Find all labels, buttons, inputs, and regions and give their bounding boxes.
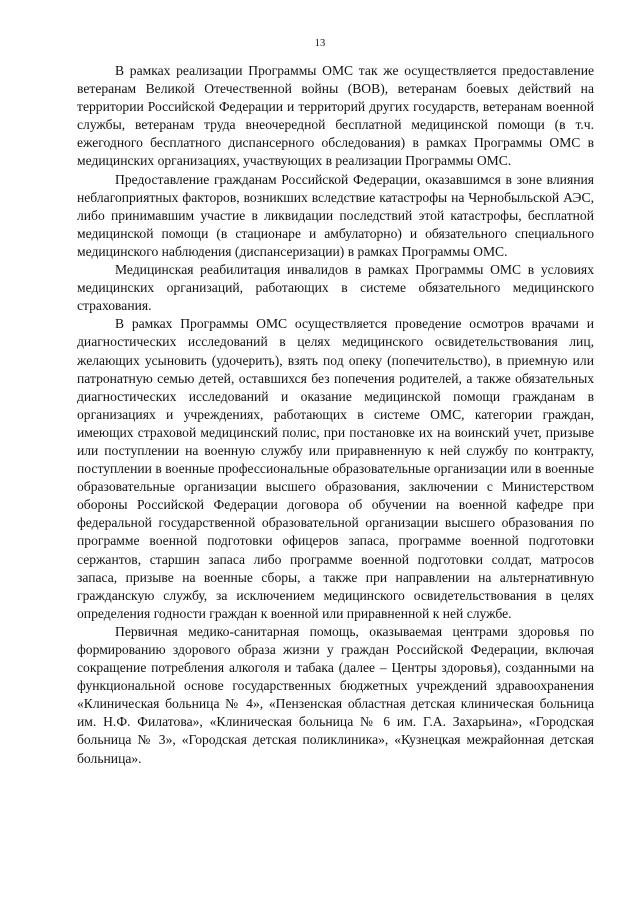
- document-body: [77, 62, 594, 768]
- paragraph-medical-examinations: В рамках Программы ОМС осуществляется проведение осмотров врачами и диагностических исследований в целях медицинского освидетельствования лиц, желающих усыновить (удочерить), взять под опеку (попечительство), в приемную или патронатную семью детей, оставшихся без попечения родителей, а также обязательных диагностических исследований и оказание медицинской помощи гражданам в организациях и учреждениях, работающих в системе ОМС, категории граждан, имеющих страховой медицинский полис, при постановке их на воинский учет, призыве или поступлении на военную службу или приравненную к ней службу по контракту, поступлении в военные профессиональные образовательные организации или в военные образовательные организации высшего образования, заключении с Министерством обороны Российской Федерации договора об обучении на военной кафедре при федеральной государственной образовательной организации высшего образования по программе военной подготовки офицеров запаса, программе военной подготовки сержантов, старшин запаса либо программе военной подготовки солдат, матросов запаса, призыве на военные сборы, а также при направлении на альтернативную гражданскую службу, за исключением медицинского освидетельствования в целях определения годности граждан к военной или приравненной к ней службе.: [77, 316, 594, 621]
- page-number: 13: [314, 38, 326, 49]
- paragraph-health-centers: Первичная медико-санитарная помощь, оказываемая центрами здоровья по формированию здорового образа жизни у граждан Российской Федерации, включая сокращение потребления алкоголя и табака (далее – Центры здоровья), созданными на функциональной основе государственных бюджетных учреждений здравоохранения «Клиническая больница № 4», «Пензенская областная детская клиническая больница им. Н.Ф. Филатова», «Клиническая больница № 6 им. Г.А. Захарьина», «Городская больница № 3», «Городская детская поликлиника», «Кузнецкая межрайонная детская больница».: [77, 623, 594, 766]
- paragraph-chernobyl-care: Предоставление гражданам Российской Федерации, оказавшимся в зоне влияния неблагоприятных факторов, возникших вследствие катастрофы на Чернобыльской АЭС, либо принимавшим участие в ликвидации последствий этой катастрофы, бесплатной медицинской помощи (в стационаре и амбулаторно) и обязательного специального медицинского наблюдения (диспансеризации) в рамках Программы ОМС.: [77, 171, 594, 259]
- paragraph-disabled-rehabilitation: Медицинская реабилитация инвалидов в рамках Программы ОМС в условиях медицинских организаций, работающих в системе обязательного медицинского страхования.: [77, 262, 594, 314]
- paragraph-veterans-care: В рамках реализации Программы ОМС так же осуществляется предоставление ветеранам Великой Отечественной войны (ВОВ), ветеранам боевых действий на территории Российской Федерации и территорий других государств, ветеранам военной службы, ветеранам труда внеочередной бесплатной медицинской помощи (в т.ч. ежегодного бесплатного диспансерного обследования) в рамках Программы ОМС в медицинских организациях, участвующих в реализации Программы ОМС.: [77, 63, 594, 169]
